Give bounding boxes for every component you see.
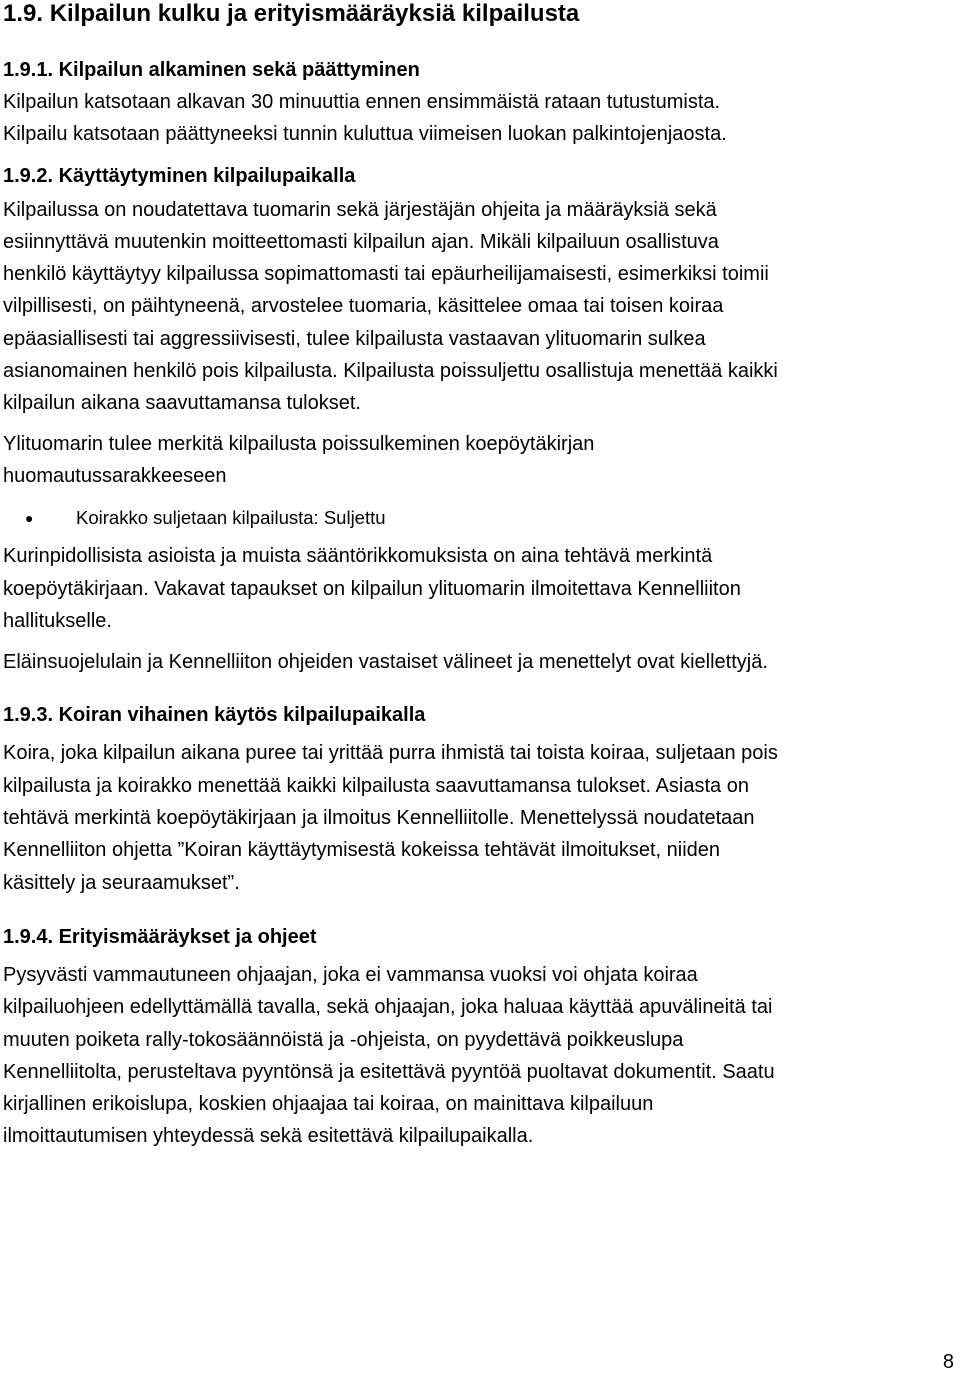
section-1-9-2-paragraph-2	[3, 428, 953, 493]
list-item-label: Koirakko suljetaan kilpailusta: Suljettu	[76, 507, 386, 529]
text-line: kilpailuohjeen edellyttämällä tavalla, sekä ohjaajan, joka haluaa käyttää apuvälineitä tai	[3, 996, 773, 1019]
text-line: käsittely ja seuraamukset”.	[3, 871, 240, 894]
text-line: ilmoittautumisen yhteydessä sekä esitettävä kilpailupaikalla.	[3, 1125, 534, 1148]
text-line: Kennelliitolta, perusteltava pyyntönsä ja esitettävä pyyntöä puoltavat dokumentit. Saatu	[3, 1060, 775, 1083]
text-line: Kennelliiton ohjetta ”Koiran käyttäytymisestä kokeissa tehtävät ilmoitukset, niiden	[3, 839, 721, 862]
bullet-list	[3, 502, 953, 534]
section-1-9-1-title: 1.9.1. Kilpailun alkaminen sekä päättyminen	[3, 59, 420, 81]
section-1-9-4-paragraph	[3, 959, 953, 1153]
text-line: Kilpailussa on noudatettava tuomarin sekä järjestäjän ohjeita ja määräyksiä sekä	[3, 198, 717, 221]
text-line: Kurinpidollisista asioista ja muista sääntörikkomuksista on aina tehtävä merkintä	[3, 545, 713, 568]
text-line: Koira, joka kilpailun aikana puree tai yrittää purra ihmistä tai toista koiraa, suljetaan pois	[3, 742, 778, 765]
document-page	[3, 0, 953, 1153]
text-line: Pysyvästi vammautuneen ohjaajan, joka ei vammansa vuoksi voi ohjata koiraa	[3, 963, 698, 986]
section-1-9-2-paragraph-3	[3, 540, 953, 637]
section-1-9-2-paragraph-4	[3, 646, 953, 678]
text-line: tehtävä merkintä koepöytäkirjaan ja ilmoitus Kennelliitolle. Menettelyssä noudatetaan	[3, 807, 755, 830]
text-line: koepöytäkirjaan. Vakavat tapaukset on kilpailun ylituomarin ilmoitettava Kennelliiton	[3, 577, 741, 600]
section-1-9-4-title: 1.9.4. Erityismääräykset ja ohjeet	[3, 925, 317, 948]
text-line: esiinnyttävä muutenkin moitteettomasti kilpailun ajan. Mikäli kilpailuun osallistuva	[3, 230, 719, 253]
heading-1-9: 1.9. Kilpailun kulku ja erityismääräyksiä kilpailusta	[3, 0, 580, 27]
bullet-icon: ●	[25, 510, 34, 527]
text-line: kirjallinen erikoislupa, koskien ohjaajaa tai koiraa, on mainittava kilpailuun	[3, 1093, 654, 1116]
text-line: kilpailun aikana saavuttamansa tulokset.	[3, 392, 361, 415]
text-line: Kilpailun katsotaan alkavan 30 minuuttia ennen ensimmäistä rataan tutustumista.	[3, 91, 721, 113]
text-line: Ylituomarin tulee merkitä kilpailusta poissulkeminen koepöytäkirjan	[3, 432, 595, 455]
section-1-9-2-title: 1.9.2. Käyttäytyminen kilpailupaikalla	[3, 164, 356, 187]
section-1-9-2-paragraph-1	[3, 194, 953, 420]
text-line: epäasiallisesti tai aggressiivisesti, tulee kilpailusta vastaavan ylituomarin sulkea	[3, 327, 706, 350]
text-line: kilpailusta ja koirakko menettää kaikki kilpailusta saavuttamansa tulokset. Asiasta on	[3, 774, 749, 797]
text-line: asianomainen henkilö pois kilpailusta. Kilpailusta poissuljettu osallistuja menettää kaikki	[3, 360, 778, 383]
section-1-9-3-paragraph	[3, 737, 953, 898]
text-line: muuten poiketa rally-tokosäännöistä ja -ohjeista, on pyydettävä poikkeuslupa	[3, 1028, 684, 1051]
section-1-9-1-paragraph	[3, 86, 953, 151]
text-line: huomautussarakkeeseen	[3, 464, 227, 487]
text-line: henkilö käyttäytyy kilpailussa sopimattomasti tai epäurheilijamaisesti, esimerkiksi toimii	[3, 263, 769, 286]
text-line: hallitukselle.	[3, 609, 112, 632]
text-line: Eläinsuojelulain ja Kennelliiton ohjeiden vastaiset välineet ja menettelyt ovat kiellettyjä.	[3, 651, 768, 674]
section-1-9-3-title: 1.9.3. Koiran vihainen käytös kilpailupaikalla	[3, 704, 426, 727]
text-line: Kilpailu katsotaan päättyneeksi tunnin kuluttua viimeisen luokan palkintojenjaosta.	[3, 123, 727, 146]
text-line: vilpillisesti, on päihtyneenä, arvostelee tuomaria, käsittelee omaa tai toisen koiraa	[3, 295, 724, 318]
list-item	[3, 502, 953, 534]
page-number: 8	[942, 1351, 954, 1373]
